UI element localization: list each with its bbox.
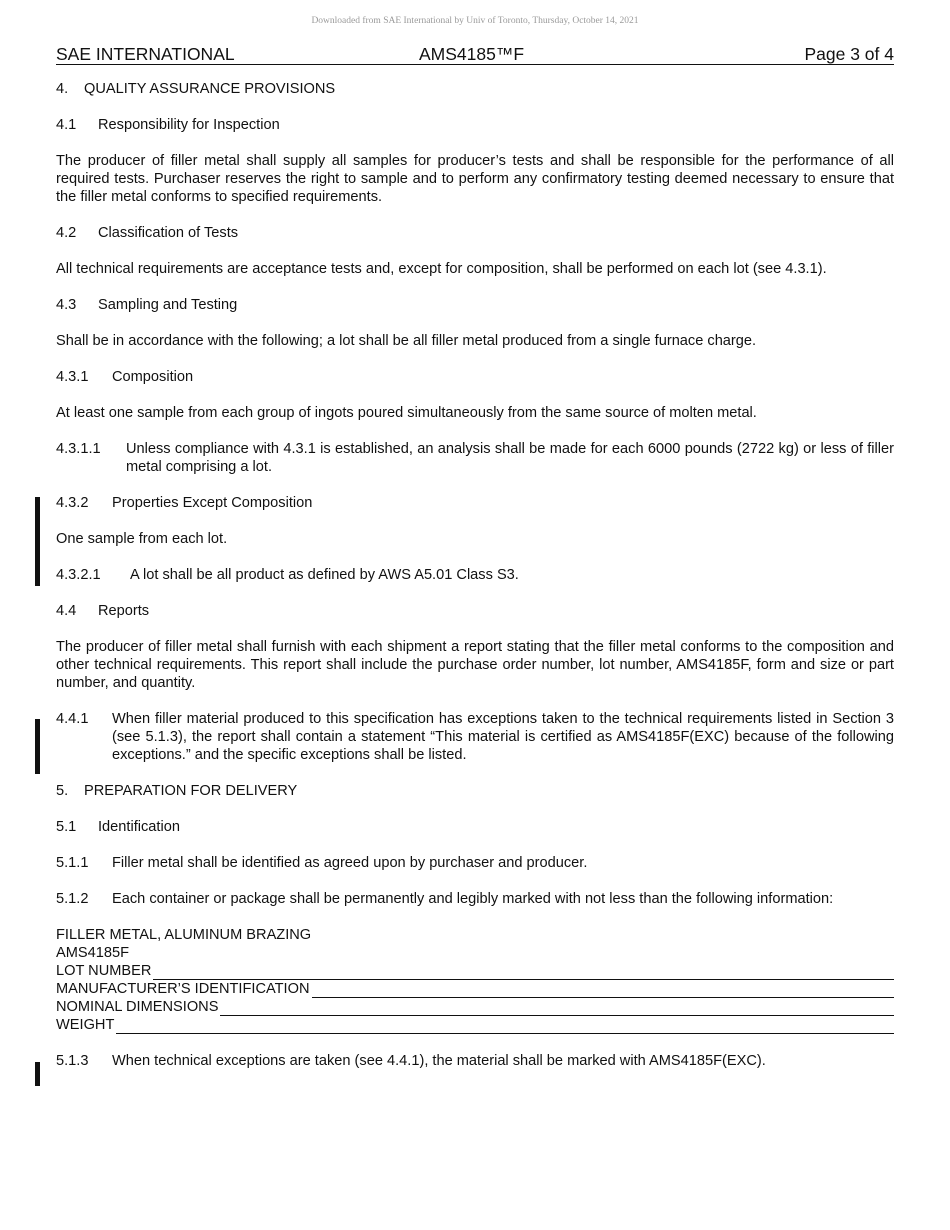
- fill-in-line: [153, 965, 894, 980]
- section-title: Classification of Tests: [98, 225, 239, 241]
- section-number: 5.1.3: [56, 1053, 89, 1069]
- section-title: Composition: [112, 369, 194, 385]
- field-label: NOMINAL DIMENSIONS: [56, 999, 219, 1015]
- section-number: 4.3.2: [56, 495, 89, 511]
- section-number: 5.1.2: [56, 891, 89, 907]
- section-heading-5-1: [56, 818, 894, 836]
- paragraph-4-1: The producer of filler metal shall supply all samples for producer’s tests and shall be responsible for the performance of all required tests. Purchaser reserves the right to sample and to perform any confirmatory testing deemed necessary to ensure that the filler metal conforms to specified requirements.: [56, 153, 894, 205]
- section-number: 5.1.1: [56, 855, 89, 871]
- paragraph-5-1-2: [56, 890, 894, 908]
- section-number: 5.: [56, 783, 69, 799]
- paragraph-4-4: The producer of filler metal shall furnish with each shipment a report stating that the filler metal conforms to the composition and other technical requirements. This report shall include the purchase order number, lot number, AMS4185F, form and size or part number, and quantity.: [56, 639, 894, 691]
- paragraph-4-3-1: At least one sample from each group of ingots poured simultaneously from the same source of molten metal.: [56, 405, 757, 421]
- paragraph-4-3-1-1: [56, 440, 894, 476]
- section-number: 4.: [56, 81, 69, 97]
- paragraph-4-3-2: One sample from each lot.: [56, 531, 228, 547]
- paragraph-4-3: Shall be in accordance with the following; a lot shall be all filler metal produced from a single furnace charge.: [56, 333, 757, 349]
- section-heading-4: [56, 80, 894, 98]
- header-publisher: SAE INTERNATIONAL: [56, 44, 235, 64]
- marking-fill-field: [56, 1016, 894, 1034]
- section-number: 4.4: [56, 603, 77, 619]
- section-number: 4.3: [56, 297, 77, 313]
- section-number: 5.1: [56, 819, 77, 835]
- paragraph-text: Unless compliance with 4.3.1 is established, an analysis shall be made for each 6000 pounds (2722 kg) or less of filler metal comprising a lot.: [126, 441, 894, 475]
- section-number: 4.3.1.1: [56, 441, 101, 457]
- field-label: MANUFACTURER’S IDENTIFICATION: [56, 981, 310, 997]
- fill-in-line: [312, 983, 894, 998]
- paragraph-5-1-3: [56, 1052, 894, 1070]
- field-label: LOT NUMBER: [56, 963, 152, 979]
- section-heading-4-3-1: [56, 368, 894, 386]
- section-heading-4-3-2: [56, 494, 894, 512]
- marking-block: [56, 926, 894, 1034]
- paragraph-4-3-2-1: [56, 566, 894, 584]
- section-heading-4-3: [56, 296, 894, 314]
- header-page-number: Page 3 of 4: [804, 44, 894, 64]
- paragraph-text: When filler material produced to this specification has exceptions taken to the technical requirements listed in Section 3 (see 5.1.3), the report shall contain a statement “This material is certified as AMS4185F(EXC) because of the following exceptions.” and the specific exceptions shall be listed.: [112, 711, 894, 763]
- document-body: [56, 80, 894, 1088]
- section-title: Reports: [98, 603, 150, 619]
- header-document-number: AMS4185™F: [419, 44, 525, 64]
- section-number: 4.4.1: [56, 711, 89, 727]
- paragraph-text: Each container or package shall be permanently and legibly marked with not less than the following information:: [112, 891, 834, 907]
- paragraph-text: Filler metal shall be identified as agreed upon by purchaser and producer.: [112, 855, 588, 871]
- paragraph-text: A lot shall be all product as defined by AWS A5.01 Class S3.: [130, 567, 519, 583]
- revision-change-bar: [35, 719, 40, 774]
- section-heading-4-4: [56, 602, 894, 620]
- section-title: PREPARATION FOR DELIVERY: [84, 783, 298, 799]
- field-label: WEIGHT: [56, 1017, 115, 1033]
- paragraph-4-2: All technical requirements are acceptance tests and, except for composition, shall be performed on each lot (see 4.3.1).: [56, 261, 827, 277]
- section-heading-5: [56, 782, 894, 800]
- section-title: Properties Except Composition: [112, 495, 313, 511]
- marking-fill-field: [56, 980, 894, 998]
- fill-in-line: [220, 1001, 894, 1016]
- revision-change-bar: [35, 497, 40, 586]
- section-number: 4.3.2.1: [56, 567, 101, 583]
- download-watermark: Downloaded from SAE International by Univ of Toronto, Thursday, October 14, 2021: [311, 16, 639, 26]
- marking-line: FILLER METAL, ALUMINUM BRAZING: [56, 927, 312, 943]
- marking-fill-field: [56, 962, 894, 980]
- page-header: [56, 44, 894, 65]
- section-title: Identification: [98, 819, 180, 835]
- section-title: QUALITY ASSURANCE PROVISIONS: [84, 81, 336, 97]
- paragraph-text: When technical exceptions are taken (see 4.4.1), the material shall be marked with AMS4185F(EXC).: [112, 1053, 766, 1069]
- section-title: Sampling and Testing: [98, 297, 238, 313]
- section-number: 4.3.1: [56, 369, 89, 385]
- fill-in-line: [116, 1019, 894, 1034]
- section-number: 4.2: [56, 225, 77, 241]
- paragraph-4-4-1: [56, 710, 894, 764]
- revision-change-bar: [35, 1062, 40, 1086]
- section-number: 4.1: [56, 117, 77, 133]
- marking-fill-field: [56, 998, 894, 1016]
- paragraph-5-1-1: [56, 854, 894, 872]
- section-title: Responsibility for Inspection: [98, 117, 280, 133]
- section-heading-4-2: [56, 224, 894, 242]
- section-heading-4-1: [56, 116, 894, 134]
- marking-line: AMS4185F: [56, 945, 130, 961]
